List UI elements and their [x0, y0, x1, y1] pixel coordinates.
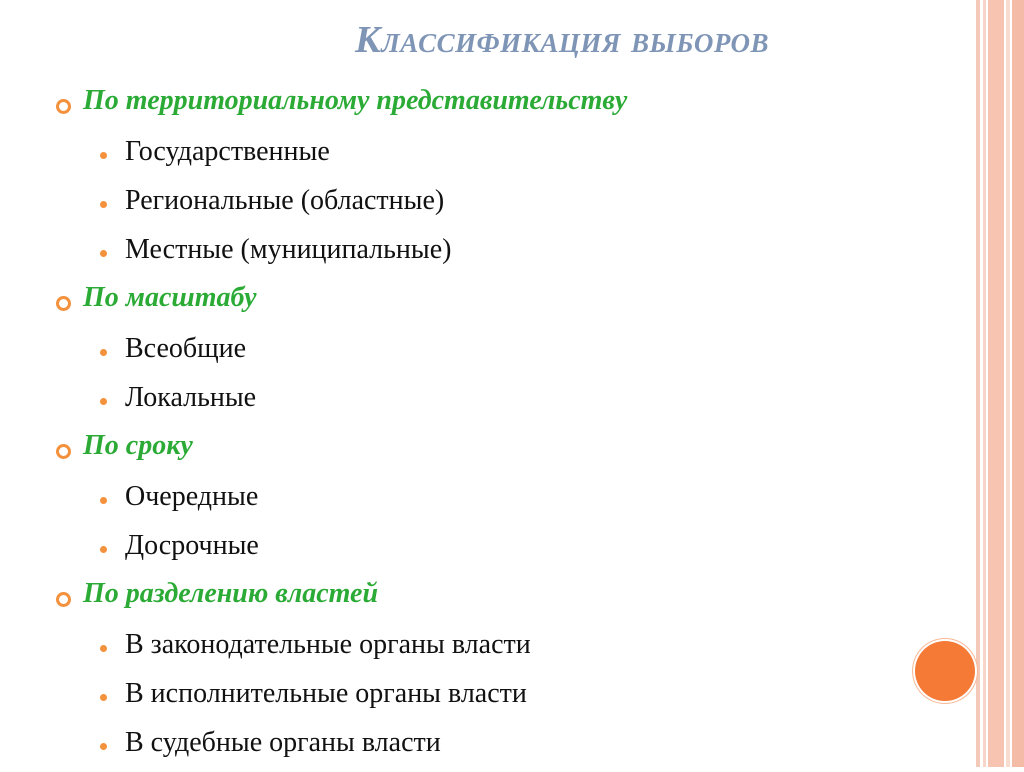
- list-item-label: Локальные: [125, 382, 257, 413]
- dot-bullet-icon: [100, 398, 107, 405]
- category-heading: [0, 82, 960, 132]
- list-item-label: В судебные органы власти: [125, 727, 441, 758]
- dot-bullet-icon: [100, 250, 107, 257]
- ring-bullet-icon: [56, 296, 71, 311]
- dot-bullet-icon: [100, 349, 107, 356]
- list-item-label: Всеобщие: [125, 333, 247, 364]
- decor-stripe: [983, 0, 986, 767]
- dot-bullet-icon: [100, 152, 107, 159]
- list-item-label: Досрочные: [125, 530, 259, 561]
- list-item: [0, 329, 960, 378]
- category-label: По разделению властей: [83, 578, 379, 609]
- decor-stripe: [976, 0, 980, 767]
- dot-bullet-icon: [100, 743, 107, 750]
- list-item: [0, 230, 960, 279]
- category-heading: [0, 279, 960, 329]
- list-item-label: Государственные: [125, 136, 330, 167]
- list-item-label: В исполнительные органы власти: [125, 678, 527, 709]
- category-label: По территориальному представительству: [83, 85, 628, 116]
- ring-bullet-icon: [56, 444, 71, 459]
- ring-bullet-icon: [56, 99, 71, 114]
- decor-stripe: [1012, 0, 1024, 767]
- list-item-label: Очередные: [125, 481, 259, 512]
- category-heading: [0, 575, 960, 625]
- dot-bullet-icon: [100, 201, 107, 208]
- list-item: [0, 526, 960, 575]
- list-item: [0, 378, 960, 427]
- list-item: [0, 132, 960, 181]
- dot-bullet-icon: [100, 546, 107, 553]
- category-heading: [0, 427, 960, 477]
- dot-bullet-icon: [100, 645, 107, 652]
- list-item: [0, 674, 960, 723]
- list-item: [0, 723, 960, 772]
- list-item: [0, 181, 960, 230]
- list-item: [0, 625, 960, 674]
- slide-title: Классификация выборов: [355, 19, 770, 61]
- list-item-label: Местные (муниципальные): [125, 234, 452, 265]
- slide-content: [0, 82, 960, 772]
- list-item-label: В законодательные органы власти: [125, 629, 531, 660]
- decor-stripe: [988, 0, 1004, 767]
- ring-bullet-icon: [56, 592, 71, 607]
- category-label: По масштабу: [83, 282, 257, 313]
- dot-bullet-icon: [100, 497, 107, 504]
- decor-stripe: [1006, 0, 1010, 767]
- category-label: По сроку: [83, 430, 193, 461]
- dot-bullet-icon: [100, 694, 107, 701]
- list-item-label: Региональные (областные): [125, 185, 445, 216]
- list-item: [0, 477, 960, 526]
